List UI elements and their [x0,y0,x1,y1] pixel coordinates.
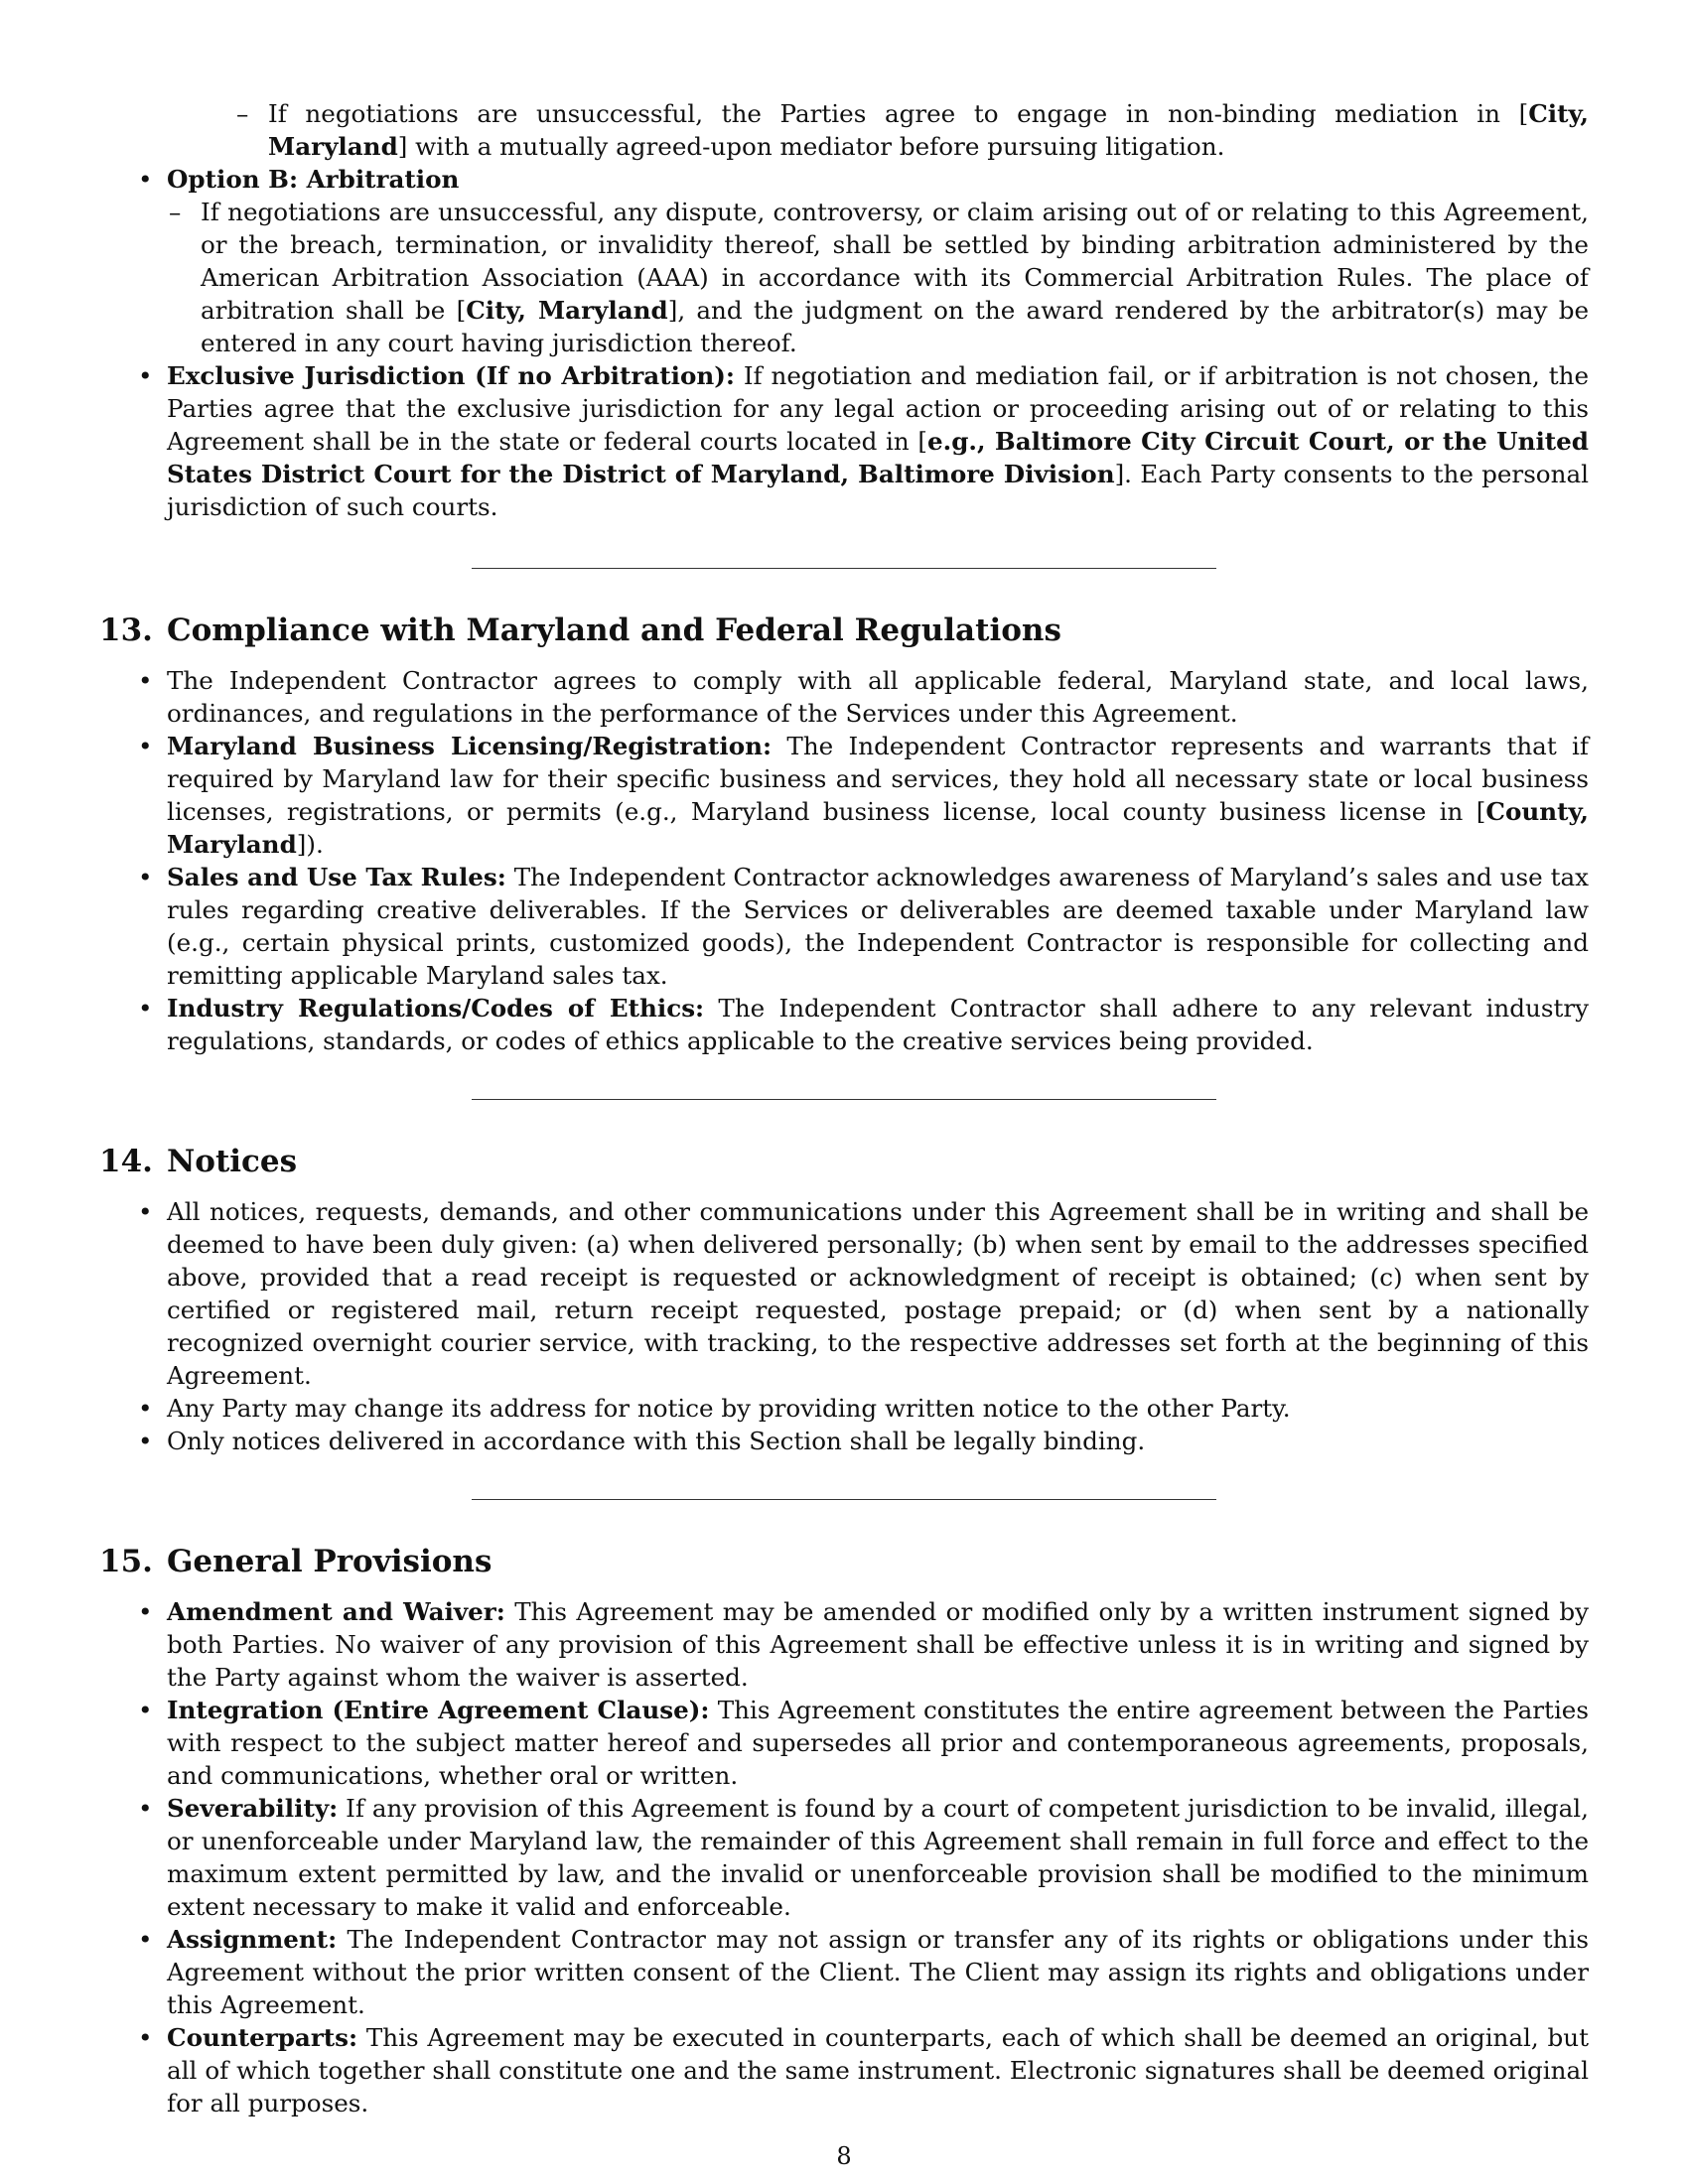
section-number: 13. [99,613,153,648]
sales-tax-item: • Sales and Use Tax Rules: The Independent Contractor acknowledges awareness of Maryland’s sales and use tax rules regarding creative deliverables. If the Services or deliverables are deemed taxable under Maryland law (e.g., certain physical prints, customized goods), the Independent Contractor is responsible for collecting and remitting applicable Maryland sales tax. [138,863,1590,990]
section-number: 14. [99,1144,153,1179]
compliance-item: • The Independent Contractor agrees to comply with all applicable federal, Maryland state, and local laws, ordinances, and regulations in the performance of the Services under this Agreement. [138,666,1589,728]
notices-delivery-item: • All notices, requests, demands, and other communications under this Agreement shall be in writing and shall be deemed to have been duly given: (a) when delivered personally; (b) when sent by email to the addresses specified above, provided that a read receipt is requested or acknowledgment of receipt is obtained; (c) when sent by certified or registered mail, return receipt requested, postage prepaid; or (d) when sent by a nationally recognized overnight courier service, with tracking, to the respective addresses set forth at the beginning of this Agreement. [138,1197,1589,1390]
mediation-subitem: – If negotiations are unsuccessful, the Parties agree to engage in non-binding mediation in [City, Maryland] with a mutually agreed-upon mediator before pursuing litigation. [236,99,1589,161]
bullet-marker: • [138,1696,153,1724]
section-title: Notices [166,1144,298,1179]
mediation-sublist [167,97,1589,163]
bullet-marker: • [138,1597,153,1626]
bullet-marker: • [138,1925,153,1954]
section-13-heading [99,611,1589,650]
mediation-continuation [99,97,1589,163]
amendment-item: • Amendment and Waiver: This Agreement may be amended or modified only by a written instrument signed by both Parties. No waiver of any provision of this Agreement shall be effective unless it is in writing and signed by the Party against whom the waiver is asserted. [138,1597,1589,1692]
section-13-list [99,664,1589,1057]
section-14-heading [99,1142,1589,1181]
section-title: General Provisions [166,1544,492,1579]
bullet-marker: • [138,1197,153,1226]
option-b-sublist [141,196,1589,359]
bullet-marker: • [138,1394,153,1423]
dash-marker: – [236,99,249,128]
dispute-resolution-list [99,97,1589,523]
bullet-marker: • [138,361,153,390]
exclusive-jurisdiction-item: • Exclusive Jurisdiction (If no Arbitration): If negotiation and mediation fail, or if arbitration is not chosen, the Parties agree that the exclusive jurisdiction for any legal action or proceeding arising out of or relating to this Agreement shall be in the state or federal courts located in [e.g., Baltimore City Circuit Court, or the United States District Court for the District of Maryland, Baltimore Division]. Each Party consents to the personal jurisdiction of such courts. [138,361,1589,521]
address-change-item: • Any Party may change its address for notice by providing written notice to the other Party. [138,1394,1291,1423]
bullet-marker: • [138,2023,153,2052]
industry-regulations-item: • Industry Regulations/Codes of Ethics: The Independent Contractor shall adhere to any relevant industry regulations, standards, or codes of ethics applicable to the creative services being provided. [138,994,1589,1055]
document-page [99,97,1589,2119]
section-divider [472,568,1216,569]
dash-marker: – [169,198,182,226]
section-15-heading [99,1542,1589,1581]
integration-item: • Integration (Entire Agreement Clause): This Agreement constitutes the entire agreement between the Parties with respect to the subject matter hereof and supersedes all prior and contemporaneous agreements, proposals, and communications, whether oral or written. [138,1696,1589,1790]
section-divider [472,1099,1216,1100]
section-divider [472,1499,1216,1500]
section-number: 15. [99,1544,153,1579]
assignment-item: • Assignment: The Independent Contractor may not assign or transfer any of its rights or obligations under this Agreement without the prior written consent of the Client. The Client may assign its rights and obligations under this Agreement. [138,1925,1589,2019]
bullet-marker: • [138,994,153,1023]
bullet-marker: • [138,1794,153,1823]
bullet-marker: • [138,732,153,760]
severability-item: • Severability: If any provision of this Agreement is found by a court of competent jurisdiction to be invalid, illegal, or unenforceable under Maryland law, the remainder of this Agreement shall remain in full force and effect to the maximum extent permitted by law, and the invalid or unenforceable provision shall be modified to the minimum extent necessary to make it valid and enforceable. [138,1794,1589,1921]
counterparts-item: • Counterparts: This Agreement may be executed in counterparts, each of which shall be deemed an original, but all of which together shall constitute one and the same instrument. Electronic signatures shall be deemed original for all purposes. [138,2023,1589,2117]
exclusive-jurisdiction-label: Exclusive Jurisdiction (If no Arbitration): [167,361,735,390]
section-15-list [99,1595,1589,2119]
section-14-list [99,1195,1589,1457]
bullet-marker: • [138,863,153,891]
bullet-marker: • [138,165,153,194]
option-b-label: Option B: Arbitration [167,165,460,194]
option-b-item [99,163,1589,359]
bullet-marker: • [138,666,153,695]
page-number: 8 [836,2142,852,2170]
option-b-subitem: – If negotiations are unsuccessful, any dispute, controversy, or claim arising out of or relating to this Agreement, or the breach, termination, or invalidity thereof, shall be settled by binding arbitration administered by the American Arbitration Association (AAA) in accordance with its Commercial Arbitration Rules. The place of arbitration shall be [City, Maryland], and the judgment on the award rendered by the arbitrator(s) may be entered in any court having jurisdiction thereof. [169,198,1589,357]
licensing-item: • Maryland Business Licensing/Registration: The Independent Contractor represents and warrants that if required by Maryland law for their specific business and services, they hold all necessary state or local business licenses, registrations, or permits (e.g., Maryland business license, local county business license in [County, Maryland]). [138,732,1589,859]
bullet-marker: • [138,1427,153,1455]
section-title: Compliance with Maryland and Federal Regulations [166,613,1061,648]
binding-notices-item: • Only notices delivered in accordance with this Section shall be legally binding. [138,1427,1146,1455]
